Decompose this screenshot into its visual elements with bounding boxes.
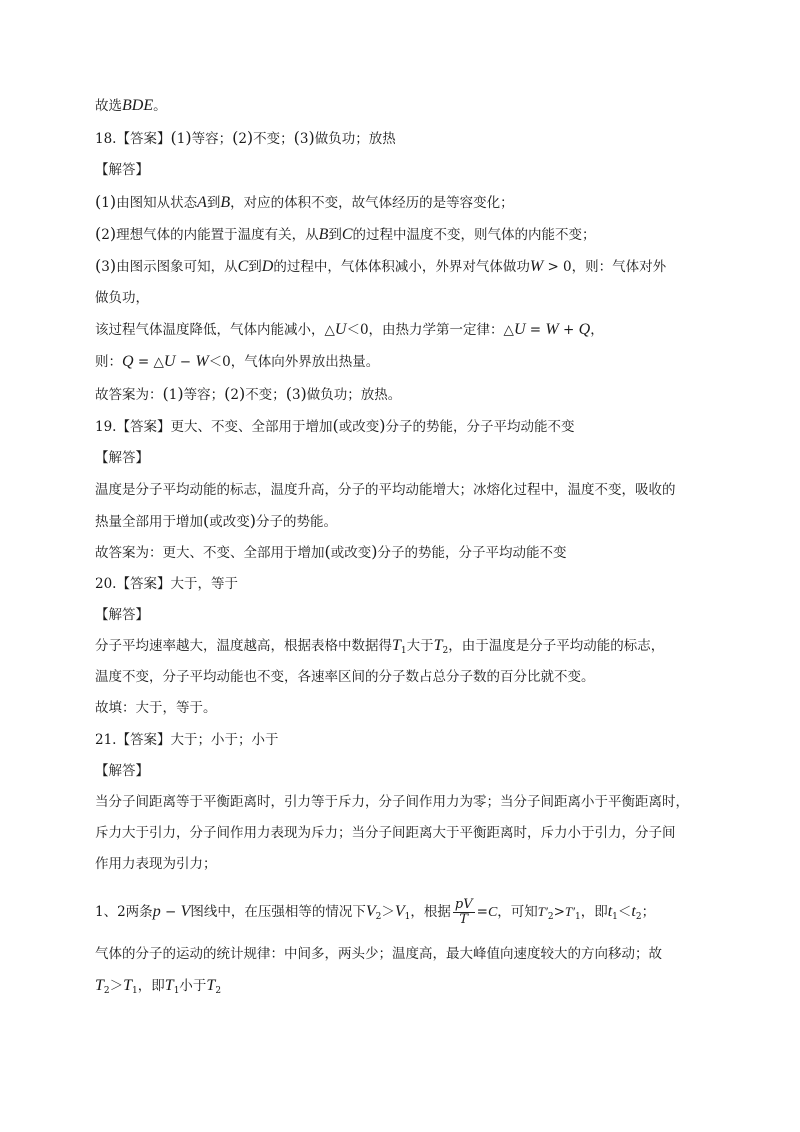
text-line: 故选BDE。 xyxy=(95,97,167,114)
text-line: 温度不变，分子平均动能也不变，各速率区间的分子数占总分子数的百分比就不变。 xyxy=(95,669,595,685)
answer-19-heading: 19.【答案】更大、不变、全部用于增加(或改变)分子的势能，分子平均动能不变 xyxy=(95,416,575,435)
text-line: 当分子间距离等于平衡距离时，引力等于斥力，分子间作用力为零；当分子间距离小于平衡距离时， xyxy=(95,794,689,810)
fraction-pv-over-t: $\frac{pV}{T}$ xyxy=(454,897,473,927)
solution-label: 【解答】 xyxy=(95,162,149,178)
text-line: 故答案为：(1)等容；(2)不变；(3)做负功；放热。 xyxy=(95,384,402,403)
text-line: 斥力大于引力，分子间作用力表现为斥力；当分子间距离大于平衡距离时，斥力小于引力，分子间 xyxy=(95,825,676,841)
text-line: 气体的分子的运动的统计规律：中间多，两头少；温度高，最大峰值向速度较大的方向移动；故 xyxy=(95,946,662,962)
text-line: 温度是分子平均动能的标志，温度升高，分子的平均动能增大；冰熔化过程中，温度不变，吸收的 xyxy=(95,482,676,498)
solution-label: 【解答】 xyxy=(95,763,149,779)
text-line: (3)由图示图象可知，从C到D的过程中，气体体积减小，外界对气体做功W > 0，则：气体对外 xyxy=(95,256,667,275)
text-line: 作用力表现为引力； xyxy=(95,856,217,872)
text-line: 故填：大于，等于。 xyxy=(95,700,217,716)
text-line: (2)理想气体的内能置于温度有关，从B到C的过程中温度不变，则气体的内能不变； xyxy=(95,224,596,243)
text-line: 则：Q = △U − W＜0，气体向外界放出热量。 xyxy=(95,353,380,370)
answer-21-heading: 21.【答案】大于；小于；小于 xyxy=(95,732,279,748)
text-line: 该过程气体温度降低，气体内能减小，△U＜0，由热力学第一定律：△U = W + Q， xyxy=(95,321,604,338)
text-line: 分子平均速率越大，温度越高，根据表格中数据得$T_1$大于$T_2$，由于温度是分子平均动能的标志， xyxy=(95,637,665,656)
text-line: $T_2>T_1$，即$T_1$小于$T_2$ xyxy=(95,977,222,996)
solution-label: 【解答】 xyxy=(95,450,149,466)
text-line: 1、2两条p − V图线中，在压强相等的情况下$V_2>V_1$，根据 $\frac{pV}{T}$ =C，可知$T'_2>T'_1$，即$t_1<t_2$； xyxy=(95,897,656,927)
text-line: (1)由图知从状态A到B，对应的体积不变，故气体经历的是等容变化； xyxy=(95,192,514,211)
answer-20-heading: 20.【答案】大于，等于 xyxy=(95,576,238,592)
solution-label: 【解答】 xyxy=(95,607,149,623)
text-line: 做负功， xyxy=(95,290,149,306)
text-line: 热量全部用于增加(或改变)分子的势能。 xyxy=(95,511,337,530)
text-line: 故答案为：更大、不变、全部用于增加(或改变)分子的势能，分子平均动能不变 xyxy=(95,542,567,561)
answer-18-heading: 18.【答案】(1)等容；(2)不变；(3)做负功；放热 xyxy=(95,128,396,147)
